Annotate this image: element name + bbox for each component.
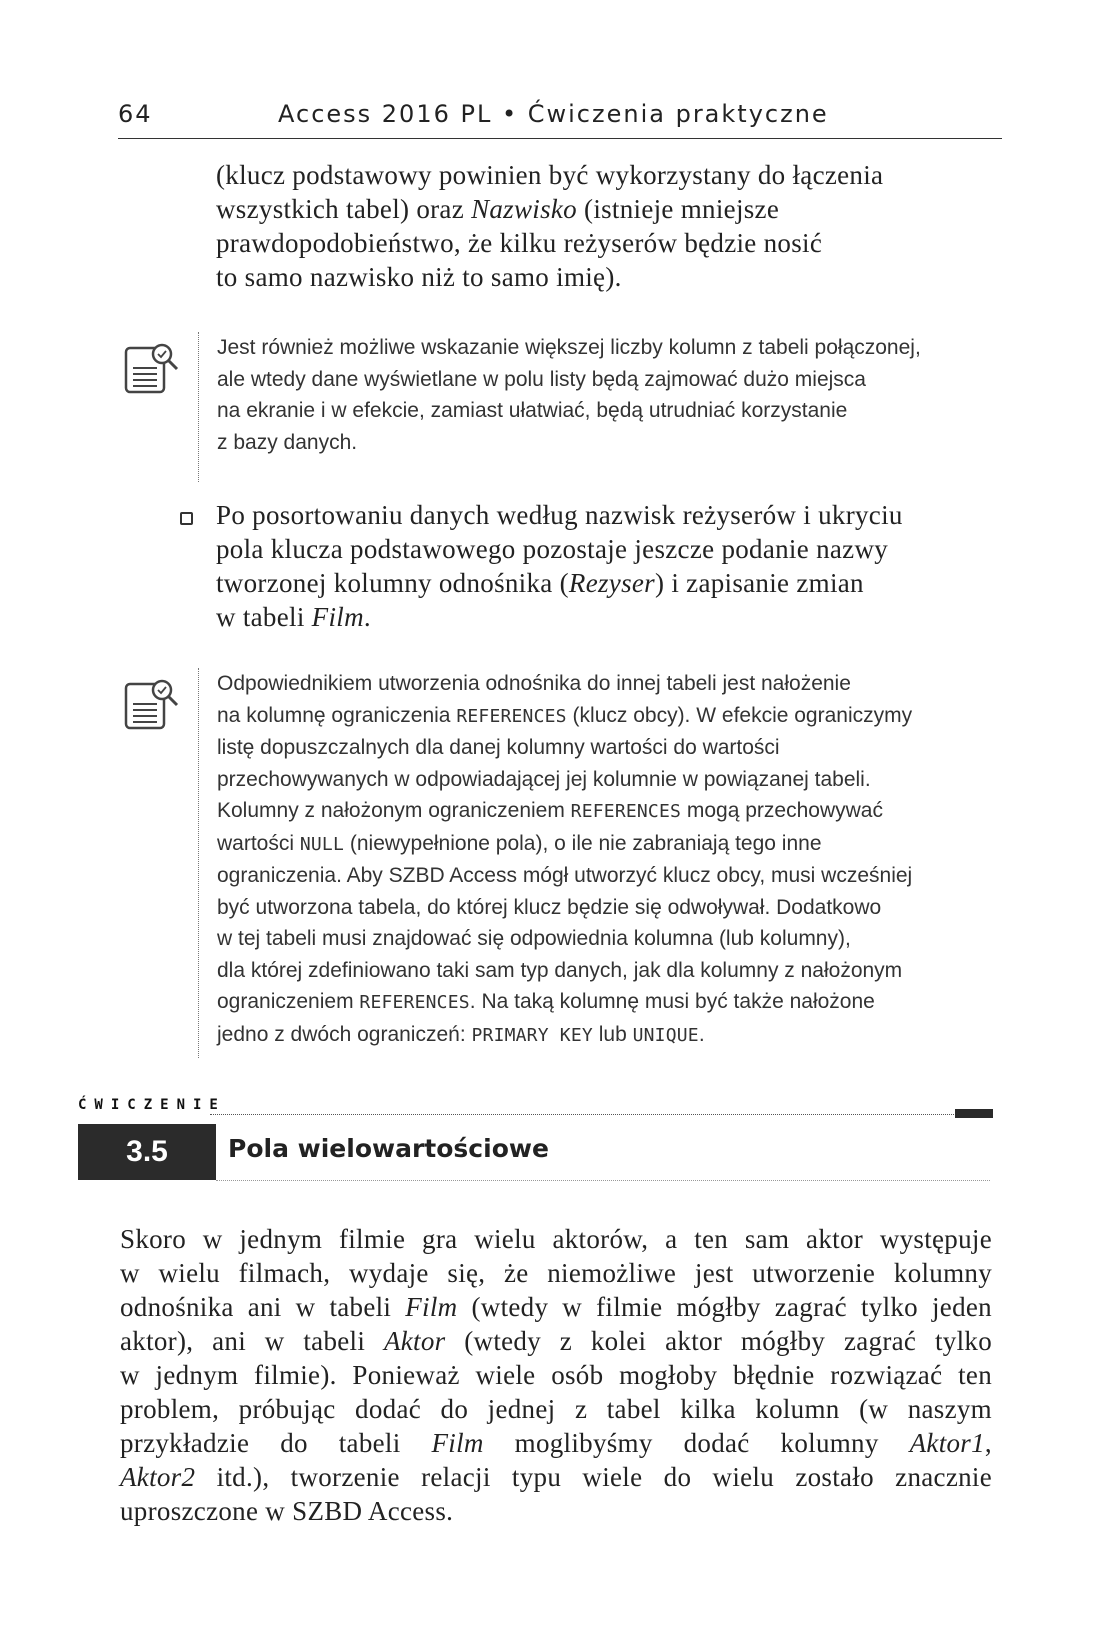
note-line: na kolumnę ograniczenia REFERENCES (klucz obcy). W efekcie ograniczymy	[217, 703, 913, 727]
checkbox-bullet-icon	[180, 512, 193, 525]
exercise-tab	[955, 1109, 993, 1118]
code-keyword: REFERENCES	[570, 801, 682, 822]
note-line: ale wtedy dane wyświetlane w polu listy będą zajmować dużo miejsca	[217, 367, 866, 391]
italic-term: Nazwisko	[471, 194, 577, 224]
exercise-rule	[210, 1114, 990, 1115]
text-line: odnośnika ani w tabeli Film (wtedy w filmie mógłby zagrać tylko jeden	[120, 1292, 992, 1322]
text-line: Po posortowaniu danych według nazwisk reżyserów i ukryciu	[216, 500, 903, 530]
code-keyword: PRIMARY KEY	[471, 1024, 593, 1046]
text-line: w tabeli Film.	[216, 602, 371, 632]
bullet-paragraph	[216, 498, 976, 634]
text-line: wszystkich tabel) oraz Nazwisko (istnieje mniejsze	[216, 194, 780, 224]
text-line: (klucz podstawowy powinien być wykorzystany do łączenia	[216, 160, 884, 190]
exercise-number: 3.5	[78, 1124, 216, 1180]
text-line: przykładzie do tabeli Film moglibyśmy dodać kolumny Aktor1,	[120, 1428, 992, 1458]
exercise-title: Pola wielowartościowe	[228, 1134, 549, 1163]
code-keyword: NULL	[299, 833, 345, 855]
italic-term: Film	[405, 1292, 458, 1322]
note-line: jedno z dwóch ograniczeń: PRIMARY KEY lub UNIQUE.	[217, 1022, 705, 1046]
book-title: Access 2016 PL • Ćwiczenia praktyczne	[278, 100, 829, 128]
note-line: przechowywanych w odpowiadającej jej kolumnie w powiązanej tabeli.	[217, 767, 871, 791]
note-box	[198, 332, 997, 482]
text-line: to samo nazwisko niż to samo imię).	[216, 262, 622, 292]
note-line: wartości NULL (niewypełnione pola), o ile nie zabraniają tego inne	[217, 831, 822, 855]
text-line: w wielu filmach, wydaje się, że niemożliwe jest utworzenie kolumny	[120, 1258, 992, 1288]
note-line: być utworzona tabela, do której klucz będzie się odwoływał. Dodatkowo	[217, 895, 882, 919]
text-line: uproszczone w SZBD Access.	[120, 1496, 454, 1526]
note-line: Odpowiednikiem utworzenia odnośnika do innej tabeli jest nałożenie	[217, 672, 851, 695]
note-line: z bazy danych.	[217, 430, 358, 454]
italic-term: Aktor1	[909, 1428, 985, 1458]
note-magnifier-icon	[120, 338, 184, 402]
italic-term: Aktor	[383, 1326, 446, 1356]
italic-term: Film	[431, 1428, 484, 1458]
note-line: na ekranie i w efekcie, zamiast ułatwiać, będą utrudniać korzystanie	[217, 399, 848, 422]
text-line: tworzonej kolumny odnośnika (Rezyser) i zapisanie zmian	[216, 568, 864, 598]
text-line: Skoro w jednym filmie gra wielu aktorów, a ten sam aktor występuje	[120, 1224, 992, 1254]
note-line: Jest również możliwe wskazanie większej liczby kolumn z tabeli połączonej,	[217, 336, 921, 359]
text-line: prawdopodobieństwo, że kilku reżyserów będzie nosić	[216, 228, 823, 258]
running-header	[118, 98, 1002, 139]
note-line: listę dopuszczalnych dla danej kolumny wartości do wartości	[217, 736, 780, 759]
exercise-underline	[216, 1180, 990, 1181]
code-keyword: REFERENCES	[359, 992, 470, 1013]
note-line: ograniczenia. Aby SZBD Access mógł utworzyć klucz obcy, musi wcześniej	[217, 864, 913, 887]
code-keyword: UNIQUE	[632, 1024, 699, 1046]
text-line: Aktor2 itd.), tworzenie relacji typu wiele do wielu zostało znacznie	[120, 1462, 992, 1492]
paragraph-continued	[216, 158, 976, 294]
note-box	[198, 668, 997, 1058]
exercise-paragraph	[120, 1222, 992, 1528]
italic-term: Aktor2	[120, 1462, 196, 1492]
code-keyword: REFERENCES	[456, 705, 567, 727]
note-line: dla której zdefiniowano taki sam typ danych, jak dla kolumny z nałożonym	[217, 958, 903, 982]
italic-term: Rezyser	[568, 568, 655, 598]
page-number: 64	[118, 100, 153, 128]
text-line: problem, próbując dodać do jednej z tabel kilka kolumn (w naszym	[120, 1394, 992, 1424]
note-line: ograniczeniem REFERENCES. Na taką kolumnę musi być także nałożone	[217, 990, 875, 1013]
text-line: pola klucza podstawowego pozostaje jeszcze podanie nazwy	[216, 534, 889, 564]
note-line: w tej tabeli musi znajdować się odpowiednia kolumna (lub kolumny),	[217, 927, 851, 950]
note-magnifier-icon	[120, 674, 184, 738]
text-line: aktor), ani w tabeli Aktor (wtedy z kolei aktor mógłby zagrać tylko	[120, 1326, 993, 1356]
exercise-label: ĆWICZENIE	[78, 1097, 226, 1113]
note-line: Kolumny z nałożonym ograniczeniem REFERENCES mogą przechowywać	[217, 799, 883, 822]
text-line: w jednym filmie). Ponieważ wiele osób mogłoby błędnie rozwiązać ten	[120, 1360, 992, 1390]
italic-term: Film	[311, 602, 364, 632]
